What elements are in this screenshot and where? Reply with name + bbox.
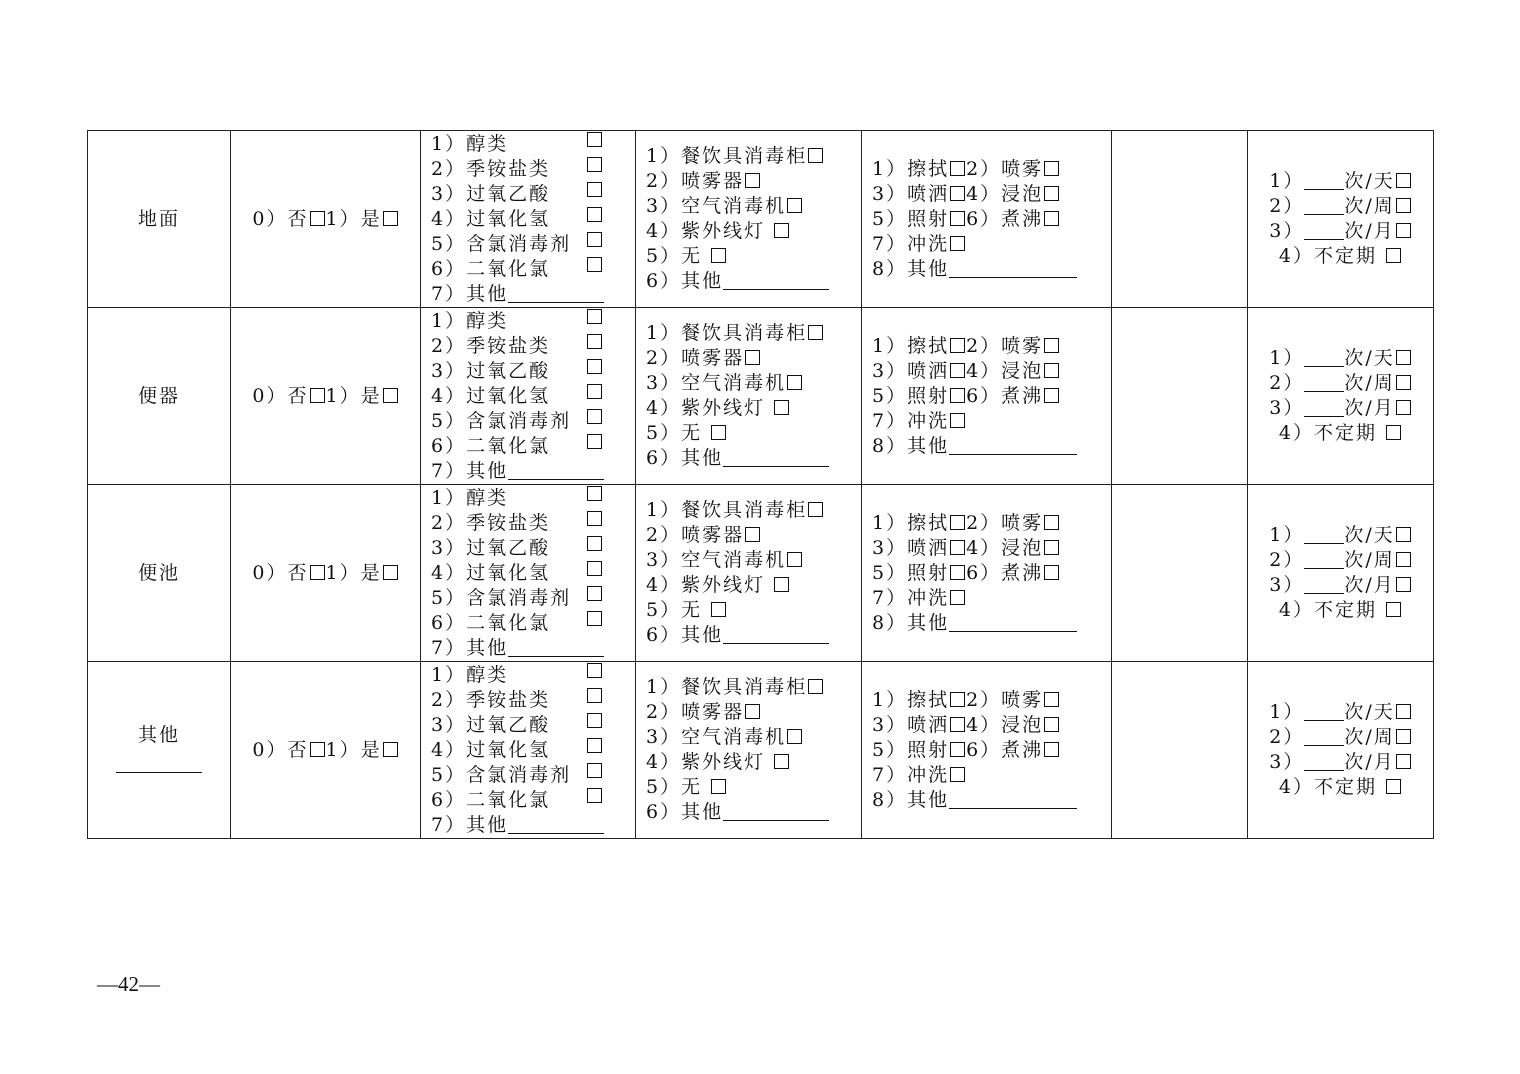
frequency-blank[interactable] xyxy=(1304,373,1344,392)
device-option: 1）餐饮具消毒柜 xyxy=(646,144,861,169)
frequency-blank[interactable] xyxy=(1304,221,1344,240)
frequency-checkbox[interactable] xyxy=(1396,223,1411,238)
disinfectant-option: 6）二氧化氯 xyxy=(431,434,603,459)
device-option: 5）无 xyxy=(646,775,861,800)
method-option: 7）冲洗 xyxy=(872,232,1111,257)
disinfectant-option: 3）过氧乙酸 xyxy=(431,713,603,738)
frequency-checkbox[interactable] xyxy=(1386,248,1401,263)
disinfectant-checkbox[interactable] xyxy=(587,511,602,526)
device-option: 6）其他 xyxy=(646,269,861,294)
other-method-blank[interactable] xyxy=(949,790,1077,809)
disinfectant-checkbox[interactable] xyxy=(587,788,602,803)
disinfectant-option: 1）醇类 xyxy=(431,663,603,688)
frequency-option: 4）不定期 xyxy=(1248,421,1433,446)
method-option: 1）擦拭 2）喷雾 xyxy=(872,334,1111,359)
disinfectant-checkbox[interactable] xyxy=(587,434,602,449)
device-checkbox[interactable] xyxy=(745,527,760,542)
device-option: 5）无 xyxy=(646,421,861,446)
frequency-checkbox[interactable] xyxy=(1396,552,1411,567)
device-checkbox[interactable] xyxy=(745,704,760,719)
device-checkbox[interactable] xyxy=(711,425,726,440)
disinfectant-option: 1）醇类 xyxy=(431,486,603,511)
device-checkbox[interactable] xyxy=(808,679,823,694)
table-row xyxy=(88,308,1434,485)
frequency-blank[interactable] xyxy=(1304,196,1344,215)
frequency-option: 4）不定期 xyxy=(1248,244,1433,269)
method-option: 7）冲洗 xyxy=(872,763,1111,788)
place-label: 便池 xyxy=(137,561,180,584)
device-option: 4）紫外线灯 xyxy=(646,573,861,598)
blank-cell[interactable] xyxy=(1112,308,1248,485)
method-checkbox[interactable] xyxy=(1044,565,1059,580)
method-option: 8）其他 xyxy=(872,257,1111,282)
other-disinfectant-blank[interactable] xyxy=(508,638,604,657)
method-checkbox[interactable] xyxy=(950,540,965,555)
device-option: 6）其他 xyxy=(646,623,861,648)
disinfectant-checkbox[interactable] xyxy=(587,763,602,778)
disinfectant-checkbox[interactable] xyxy=(587,713,602,728)
disinfectant-cell xyxy=(421,131,636,308)
frequency-cell xyxy=(1248,308,1434,485)
other-method-blank[interactable] xyxy=(949,613,1077,632)
device-checkbox[interactable] xyxy=(787,375,802,390)
other-disinfectant-blank[interactable] xyxy=(508,461,604,480)
yes-no-options: 0）否 1）是 xyxy=(231,207,420,232)
method-checkbox[interactable] xyxy=(950,692,965,707)
method-checkbox[interactable] xyxy=(1044,161,1059,176)
disinfectant-checkbox[interactable] xyxy=(587,611,602,626)
other-place-blank[interactable] xyxy=(116,754,202,773)
method-option: 3）喷洒 4）浸泡 xyxy=(872,536,1111,561)
method-option: 3）喷洒 4）浸泡 xyxy=(872,359,1111,384)
frequency-checkbox[interactable] xyxy=(1386,779,1401,794)
frequency-blank[interactable] xyxy=(1304,348,1344,367)
frequency-option: 3） 次/月 xyxy=(1248,396,1433,421)
table-row xyxy=(88,662,1434,839)
yes-checkbox[interactable] xyxy=(383,388,398,403)
disinfectant-checkbox[interactable] xyxy=(587,157,602,172)
disinfectant-option: 3）过氧乙酸 xyxy=(431,182,603,207)
frequency-checkbox[interactable] xyxy=(1396,375,1411,390)
frequency-checkbox[interactable] xyxy=(1386,425,1401,440)
disinfectant-checkbox[interactable] xyxy=(587,207,602,222)
disinfectant-checkbox[interactable] xyxy=(587,309,602,324)
method-checkbox[interactable] xyxy=(950,717,965,732)
frequency-checkbox[interactable] xyxy=(1396,704,1411,719)
frequency-blank[interactable] xyxy=(1304,702,1344,721)
frequency-blank[interactable] xyxy=(1304,398,1344,417)
disinfectant-cell xyxy=(421,485,636,662)
other-method-blank[interactable] xyxy=(949,436,1077,455)
frequency-option: 3） 次/月 xyxy=(1248,219,1433,244)
method-cell xyxy=(862,131,1112,308)
place-cell xyxy=(88,131,231,308)
no-checkbox[interactable] xyxy=(310,388,325,403)
method-checkbox[interactable] xyxy=(1044,338,1059,353)
frequency-option: 1） 次/天 xyxy=(1248,169,1433,194)
frequency-option: 4）不定期 xyxy=(1248,598,1433,623)
no-checkbox[interactable] xyxy=(310,565,325,580)
device-checkbox[interactable] xyxy=(808,148,823,163)
disinfectant-option: 7）其他 xyxy=(431,636,635,661)
device-option: 4）紫外线灯 xyxy=(646,219,861,244)
disinfectant-option: 2）季铵盐类 xyxy=(431,334,603,359)
frequency-blank[interactable] xyxy=(1304,752,1344,771)
frequency-option: 2） 次/周 xyxy=(1248,194,1433,219)
yes-no-options: 0）否 1）是 xyxy=(231,561,420,586)
disinfectant-option: 6）二氧化氯 xyxy=(431,611,603,636)
method-option: 8）其他 xyxy=(872,434,1111,459)
place-label: 便器 xyxy=(137,384,180,407)
device-checkbox[interactable] xyxy=(808,502,823,517)
disinfectant-option: 5）含氯消毒剂 xyxy=(431,763,603,788)
method-option: 5）照射 6）煮沸 xyxy=(872,207,1111,232)
disinfectant-checkbox[interactable] xyxy=(587,561,602,576)
method-checkbox[interactable] xyxy=(1044,211,1059,226)
disinfectant-option: 1）醇类 xyxy=(431,309,603,334)
frequency-blank[interactable] xyxy=(1304,171,1344,190)
device-option: 6）其他 xyxy=(646,446,861,471)
method-checkbox[interactable] xyxy=(950,565,965,580)
device-option: 1）餐饮具消毒柜 xyxy=(646,498,861,523)
disinfectant-option: 4）过氧化氢 xyxy=(431,384,603,409)
method-checkbox[interactable] xyxy=(950,338,965,353)
device-cell xyxy=(636,485,862,662)
frequency-checkbox[interactable] xyxy=(1396,577,1411,592)
disinfectant-option: 2）季铵盐类 xyxy=(431,157,603,182)
device-checkbox[interactable] xyxy=(711,602,726,617)
method-checkbox[interactable] xyxy=(1044,692,1059,707)
frequency-cell xyxy=(1248,485,1434,662)
device-cell xyxy=(636,131,862,308)
frequency-option: 1） 次/天 xyxy=(1248,346,1433,371)
device-checkbox[interactable] xyxy=(745,173,760,188)
disinfectant-checkbox[interactable] xyxy=(587,232,602,247)
method-option: 5）照射 6）煮沸 xyxy=(872,561,1111,586)
device-checkbox[interactable] xyxy=(711,248,726,263)
device-option: 2）喷雾器 xyxy=(646,700,861,725)
frequency-cell xyxy=(1248,131,1434,308)
disinfectant-checkbox[interactable] xyxy=(587,663,602,678)
method-checkbox[interactable] xyxy=(950,767,965,782)
blank-cell[interactable] xyxy=(1112,131,1248,308)
method-option: 5）照射 6）煮沸 xyxy=(872,384,1111,409)
device-option: 2）喷雾器 xyxy=(646,346,861,371)
disinfectant-option: 1）醇类 xyxy=(431,132,603,157)
blank-cell[interactable] xyxy=(1112,662,1248,839)
disinfectant-checkbox[interactable] xyxy=(587,182,602,197)
other-device-blank[interactable] xyxy=(723,625,829,644)
method-checkbox[interactable] xyxy=(1044,540,1059,555)
place-cell xyxy=(88,662,231,839)
device-option: 4）紫外线灯 xyxy=(646,750,861,775)
disinfectant-checkbox[interactable] xyxy=(587,334,602,349)
disinfectant-cell xyxy=(421,662,636,839)
device-cell xyxy=(636,308,862,485)
page-number: —42— xyxy=(97,972,160,996)
method-checkbox[interactable] xyxy=(950,161,965,176)
disinfectant-option: 5）含氯消毒剂 xyxy=(431,232,603,257)
method-option: 8）其他 xyxy=(872,611,1111,636)
yes-no-options: 0）否 1）是 xyxy=(231,384,420,409)
frequency-checkbox[interactable] xyxy=(1396,527,1411,542)
disinfectant-checkbox[interactable] xyxy=(587,536,602,551)
disinfectant-checkbox[interactable] xyxy=(587,738,602,753)
disinfectant-checkbox[interactable] xyxy=(587,257,602,272)
device-option: 3）空气消毒机 xyxy=(646,371,861,396)
yes-checkbox[interactable] xyxy=(383,742,398,757)
frequency-option: 3） 次/月 xyxy=(1248,750,1433,775)
device-option: 1）餐饮具消毒柜 xyxy=(646,321,861,346)
method-checkbox[interactable] xyxy=(950,236,965,251)
disinfectant-checkbox[interactable] xyxy=(587,384,602,399)
device-checkbox[interactable] xyxy=(787,552,802,567)
disinfectant-option: 5）含氯消毒剂 xyxy=(431,586,603,611)
frequency-checkbox[interactable] xyxy=(1396,350,1411,365)
device-option: 5）无 xyxy=(646,598,861,623)
device-option: 4）紫外线灯 xyxy=(646,396,861,421)
disinfectant-checkbox[interactable] xyxy=(587,688,602,703)
method-cell xyxy=(862,308,1112,485)
disinfectant-option: 3）过氧乙酸 xyxy=(431,536,603,561)
disinfectant-checkbox[interactable] xyxy=(587,586,602,601)
method-option: 3）喷洒 4）浸泡 xyxy=(872,182,1111,207)
disinfectant-option: 5）含氯消毒剂 xyxy=(431,409,603,434)
blank-cell[interactable] xyxy=(1112,485,1248,662)
other-device-blank[interactable] xyxy=(723,802,829,821)
device-option: 2）喷雾器 xyxy=(646,169,861,194)
method-checkbox[interactable] xyxy=(950,515,965,530)
disinfection-form-table xyxy=(87,130,1434,839)
method-option: 7）冲洗 xyxy=(872,586,1111,611)
disinfectant-option: 7）其他 xyxy=(431,459,635,484)
method-checkbox[interactable] xyxy=(950,413,965,428)
method-checkbox[interactable] xyxy=(1044,186,1059,201)
disinfectant-option: 3）过氧乙酸 xyxy=(431,359,603,384)
method-option: 1）擦拭 2）喷雾 xyxy=(872,688,1111,713)
other-device-blank[interactable] xyxy=(723,271,829,290)
device-option: 3）空气消毒机 xyxy=(646,194,861,219)
disinfectant-option: 7）其他 xyxy=(431,813,635,838)
device-checkbox[interactable] xyxy=(711,779,726,794)
device-checkbox[interactable] xyxy=(787,729,802,744)
yes-checkbox[interactable] xyxy=(383,211,398,226)
frequency-checkbox[interactable] xyxy=(1396,754,1411,769)
device-checkbox[interactable] xyxy=(808,325,823,340)
disinfectant-option: 4）过氧化氢 xyxy=(431,207,603,232)
method-cell xyxy=(862,662,1112,839)
frequency-checkbox[interactable] xyxy=(1396,173,1411,188)
disinfectant-option: 2）季铵盐类 xyxy=(431,688,603,713)
method-option: 3）喷洒 4）浸泡 xyxy=(872,713,1111,738)
device-option: 3）空气消毒机 xyxy=(646,548,861,573)
frequency-blank[interactable] xyxy=(1304,575,1344,594)
device-option: 5）无 xyxy=(646,244,861,269)
other-method-blank[interactable] xyxy=(949,259,1077,278)
disinfectant-option: 6）二氧化氯 xyxy=(431,257,603,282)
frequency-option: 3） 次/月 xyxy=(1248,573,1433,598)
method-checkbox[interactable] xyxy=(950,742,965,757)
other-disinfectant-blank[interactable] xyxy=(508,284,604,303)
method-option: 1）擦拭 2）喷雾 xyxy=(872,157,1111,182)
disinfectant-checkbox[interactable] xyxy=(587,486,602,501)
frequency-option: 1） 次/天 xyxy=(1248,700,1433,725)
use-disinfect-cell xyxy=(231,485,421,662)
disinfectant-checkbox[interactable] xyxy=(587,132,602,147)
frequency-option: 2） 次/周 xyxy=(1248,725,1433,750)
frequency-option: 2） 次/周 xyxy=(1248,371,1433,396)
yes-checkbox[interactable] xyxy=(383,565,398,580)
method-checkbox[interactable] xyxy=(950,388,965,403)
device-option: 3）空气消毒机 xyxy=(646,725,861,750)
method-cell xyxy=(862,485,1112,662)
disinfectant-checkbox[interactable] xyxy=(587,409,602,424)
other-disinfectant-blank[interactable] xyxy=(508,815,604,834)
frequency-checkbox[interactable] xyxy=(1396,400,1411,415)
method-checkbox[interactable] xyxy=(950,363,965,378)
frequency-option: 1） 次/天 xyxy=(1248,523,1433,548)
method-checkbox[interactable] xyxy=(1044,388,1059,403)
device-checkbox[interactable] xyxy=(774,400,789,415)
disinfectant-option: 7）其他 xyxy=(431,282,635,307)
method-checkbox[interactable] xyxy=(1044,742,1059,757)
method-option: 7）冲洗 xyxy=(872,409,1111,434)
disinfectant-option: 6）二氧化氯 xyxy=(431,788,603,813)
method-checkbox[interactable] xyxy=(950,211,965,226)
table-row xyxy=(88,485,1434,662)
frequency-checkbox[interactable] xyxy=(1396,198,1411,213)
disinfectant-option: 4）过氧化氢 xyxy=(431,738,603,763)
method-checkbox[interactable] xyxy=(950,590,965,605)
device-option: 2）喷雾器 xyxy=(646,523,861,548)
method-checkbox[interactable] xyxy=(950,186,965,201)
frequency-checkbox[interactable] xyxy=(1386,602,1401,617)
frequency-option: 2） 次/周 xyxy=(1248,548,1433,573)
no-checkbox[interactable] xyxy=(310,742,325,757)
method-option: 1）擦拭 2）喷雾 xyxy=(872,511,1111,536)
place-cell xyxy=(88,485,231,662)
method-option: 5）照射 6）煮沸 xyxy=(872,738,1111,763)
other-device-blank[interactable] xyxy=(723,448,829,467)
device-option: 1）餐饮具消毒柜 xyxy=(646,675,861,700)
use-disinfect-cell xyxy=(231,662,421,839)
disinfectant-cell xyxy=(421,308,636,485)
place-cell xyxy=(88,308,231,485)
frequency-checkbox[interactable] xyxy=(1396,729,1411,744)
method-checkbox[interactable] xyxy=(1044,363,1059,378)
device-checkbox[interactable] xyxy=(787,198,802,213)
device-option: 6）其他 xyxy=(646,800,861,825)
disinfectant-option: 2）季铵盐类 xyxy=(431,511,603,536)
device-cell xyxy=(636,662,862,839)
frequency-cell xyxy=(1248,662,1434,839)
no-checkbox[interactable] xyxy=(310,211,325,226)
device-checkbox[interactable] xyxy=(774,577,789,592)
method-checkbox[interactable] xyxy=(1044,717,1059,732)
place-label: 地面 xyxy=(137,207,180,230)
disinfectant-option: 4）过氧化氢 xyxy=(431,561,603,586)
place-label: 其他 xyxy=(137,724,180,746)
frequency-blank[interactable] xyxy=(1304,525,1344,544)
method-option: 8）其他 xyxy=(872,788,1111,813)
yes-no-options: 0）否 1）是 xyxy=(231,738,420,763)
use-disinfect-cell xyxy=(231,131,421,308)
disinfectant-checkbox[interactable] xyxy=(587,359,602,374)
frequency-option: 4）不定期 xyxy=(1248,775,1433,800)
device-checkbox[interactable] xyxy=(745,350,760,365)
frequency-blank[interactable] xyxy=(1304,727,1344,746)
table-row xyxy=(88,131,1434,308)
frequency-blank[interactable] xyxy=(1304,550,1344,569)
device-checkbox[interactable] xyxy=(774,223,789,238)
device-checkbox[interactable] xyxy=(774,754,789,769)
method-checkbox[interactable] xyxy=(1044,515,1059,530)
use-disinfect-cell xyxy=(231,308,421,485)
